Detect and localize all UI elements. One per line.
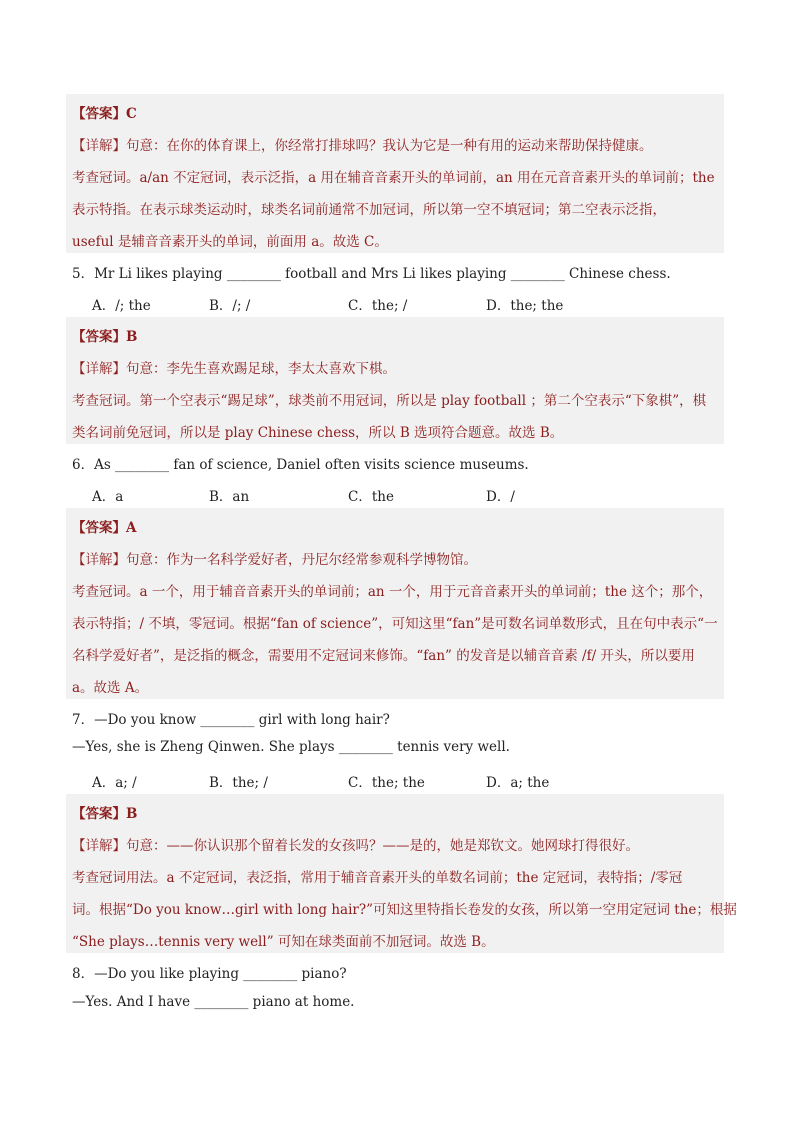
explanation-line: 名科学爱好者”，是泛指的概念，需要用不定冠词来修饰。“fan” 的发音是以辅音音素 /f/ 开头，所以要用 (72, 648, 695, 664)
explanation-line: 表示特指。在表示球类运动时，球类名词前通常不加冠词，所以第一空不填冠词；第二空表示泛指， (72, 202, 666, 218)
answer-block-q4 (66, 94, 724, 253)
question-5: 5．Mr Li likes playing ________ football and Mrs Li likes playing ________ Chinese chess. (72, 266, 671, 282)
option-a: A．a; / (92, 775, 137, 791)
answer-block-q5 (66, 317, 724, 444)
answer-block-q7 (66, 794, 737, 953)
explanation-line: 类名词前免冠词，所以是 play Chinese chess，所以 B 选项符合题意。故选 B。 (72, 425, 564, 441)
option-b: B．/; / (209, 298, 251, 314)
question-7-line-2: —Yes, she is Zheng Qinwen. She plays ________ tennis very well. (72, 739, 510, 755)
explanation-line: 【详解】句意：——你认识那个留着长发的女孩吗？——是的，她是郑钦文。她网球打得很好。 (72, 838, 639, 854)
answer-label: 【答案】B (72, 329, 138, 345)
explanation-line: 表示特指；/ 不填，零冠词。根据“fan of science”，可知这里“fan”是可数名词单数形式，且在句中表示“一 (72, 616, 718, 632)
explanation-line: 考查冠词用法。a 不定冠词，表泛指，常用于辅音音素开头的单数名词前；the 定冠词，表特指；/零冠 (72, 870, 683, 886)
explanation-line: 【详解】句意：李先生喜欢踢足球，李太太喜欢下棋。 (72, 361, 396, 377)
option-a: A．a (92, 489, 124, 505)
option-c: C．the; / (348, 298, 408, 314)
question-8-line-1: 8．—Do you like playing ________ piano? (72, 966, 347, 982)
option-d: D．a; the (486, 775, 550, 791)
explanation-line: 考查冠词。a 一个，用于辅音音素开头的单词前；an 一个，用于元音音素开头的单词前；the 这个；那个， (72, 584, 713, 600)
answer-label: 【答案】A (72, 520, 137, 536)
explanation-line: 【详解】句意：作为一名科学爱好者，丹尼尔经常参观科学博物馆。 (72, 552, 477, 568)
option-d: D．/ (486, 489, 515, 505)
explanation-line: 【详解】句意：在你的体育课上，你经常打排球吗？我认为它是一种有用的运动来帮助保持健康。 (72, 138, 653, 154)
answer-block-q6 (66, 508, 724, 699)
question-7-line-1: 7．—Do you know ________ girl with long hair? (72, 712, 390, 728)
question-8-line-2: —Yes. And I have ________ piano at home. (72, 994, 355, 1010)
option-d: D．the; the (486, 298, 564, 314)
explanation-line: 考查冠词。a/an 不定冠词，表示泛指，a 用在辅音音素开头的单词前，an 用在元音音素开头的单词前；the (72, 170, 715, 186)
option-b: B．the; / (209, 775, 268, 791)
explanation-line: useful 是辅音音素开头的单词，前面用 a。故选 C。 (72, 234, 388, 250)
explanation-line: “She plays…tennis very well” 可知在球类面前不加冠词。故选 B。 (72, 934, 495, 950)
question-6: 6．As ________ fan of science, Daniel often visits science museums. (72, 457, 529, 473)
option-b: B．an (209, 489, 250, 505)
explanation-line: 考查冠词。第一个空表示“踢足球”，球类前不用冠词，所以是 play football ；第二个空表示“下象棋”，棋 (72, 393, 707, 409)
option-a: A．/; the (92, 298, 151, 314)
explanation-line: a。故选 A。 (72, 680, 149, 696)
option-c: C．the; the (348, 775, 425, 791)
explanation-line: 词。根据“Do you know…girl with long hair?”可知这里特指长卷发的女孩，所以第一空用定冠词 the；根据 (72, 902, 737, 918)
answer-label: 【答案】C (72, 106, 137, 122)
option-c: C．the (348, 489, 394, 505)
answer-label: 【答案】B (72, 806, 138, 822)
